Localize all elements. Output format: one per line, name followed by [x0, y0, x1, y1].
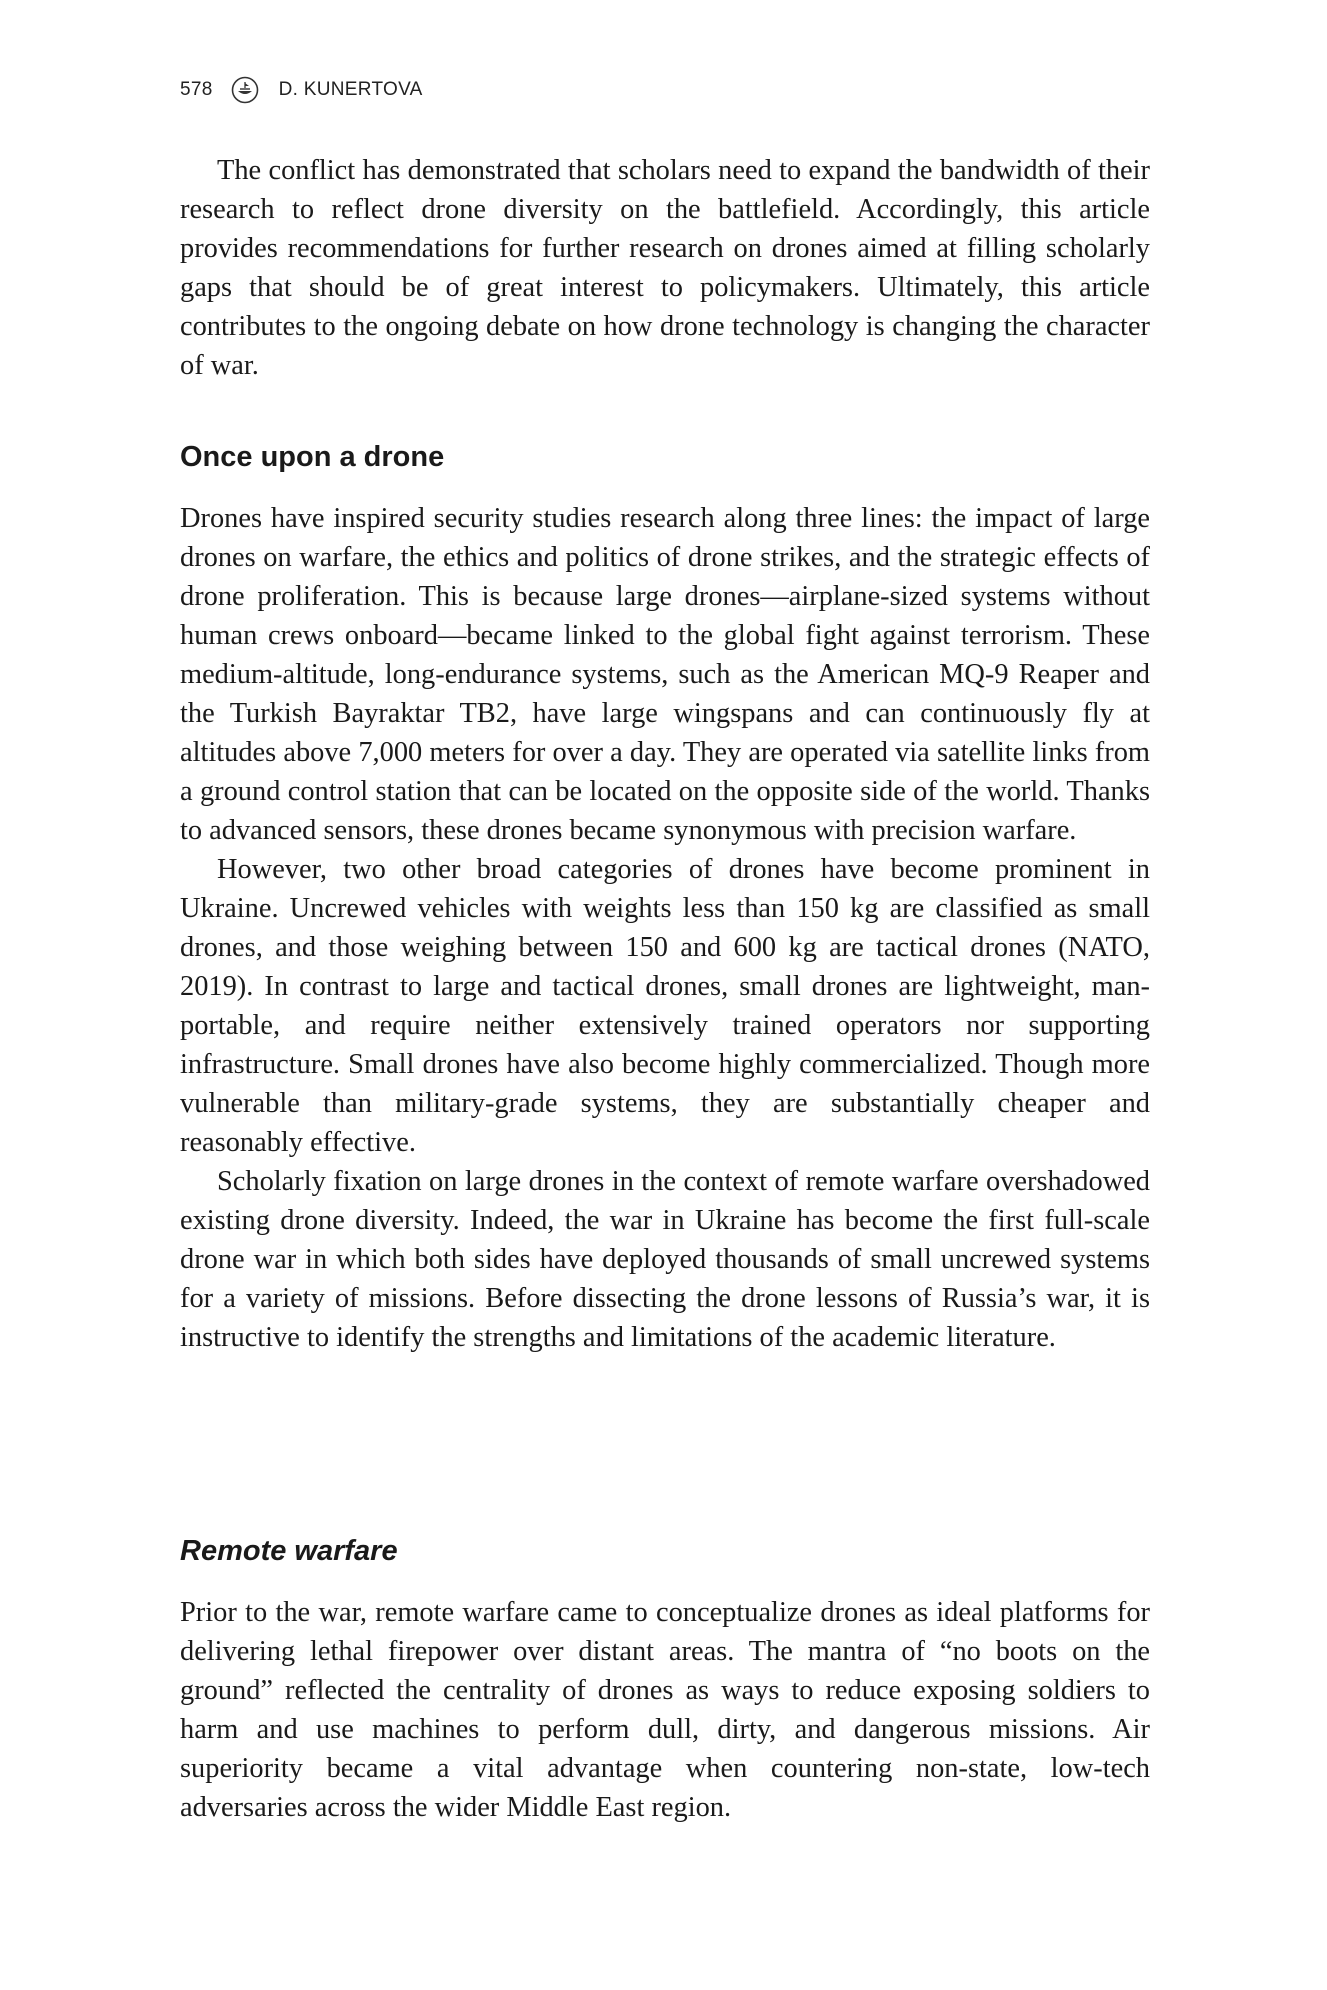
section2-block — [180, 1593, 1150, 1827]
section1-paragraph-1: Drones have inspired security studies research along three lines: the impact of large drones on warfare, the ethics and politics of drone strikes, and the strategic effects of drone proliferation. This is because large drones—airplane-sized systems without human crews onboard—became linked to the global fight against terrorism. These medium-altitude, long-endurance systems, such as the American MQ-9 Reaper and the Turkish Bayraktar TB2, have large wingspans and can continuously fly at altitudes above 7,000 meters for over a day. They are operated via satellite links from a ground control station that can be located on the opposite side of the world. Thanks to advanced sensors, these drones became synonymous with precision warfare. — [180, 503, 1150, 846]
intro-paragraph: The conflict has demonstrated that scholars need to expand the bandwidth of their research to reflect drone diversity on the battlefield. Accordingly, this article provides recommendations for further research on drones aimed at filling scholarly gaps that should be of great interest to policymakers. Ultimately, this article contributes to the ongoing debate on how drone technology is changing the character of war. — [180, 155, 1150, 381]
section1-block — [180, 499, 1150, 1357]
intro-block — [180, 151, 1150, 385]
section-heading-once-upon-a-drone: Once upon a drone — [180, 441, 445, 473]
section1-paragraph-2: However, two other broad categories of drones have become prominent in Ukraine. Uncrewed vehicles with weights less than 150 kg are classified as small drones, and those weighing between 150 and 600 kg are tactical drones (NATO, 2019). In contrast to large and tactical drones, small drones are lightweight, man-portable, and require neither extensively trained operators nor supporting infrastructure. Small drones have also become highly commercialized. Though more vulnerable than military-grade systems, they are substantially cheaper and reasonably effective. — [180, 854, 1150, 1158]
running-head-author: D. KUNERTOVA — [278, 79, 423, 100]
journal-logo-icon — [231, 76, 259, 104]
section2-paragraph-1: Prior to the war, remote warfare came to conceptualize drones as ideal platforms for delivering lethal firepower over distant areas. The mantra of “no boots on the ground” reflected the centrality of drones as ways to reduce exposing soldiers to harm and use machines to perform dull, dirty, and dangerous missions. Air superiority became a vital advantage when countering non-state, low-tech adversaries across the wider Middle East region. — [180, 1597, 1150, 1823]
page-number: 578 — [180, 79, 213, 100]
subsection-heading-remote-warfare: Remote warfare — [180, 1535, 398, 1567]
running-head — [180, 76, 423, 104]
section1-paragraph-3: Scholarly fixation on large drones in the context of remote warfare overshadowed existing drone diversity. Indeed, the war in Ukraine has become the first full-scale drone war in which both sides have deployed thousands of small uncrewed systems for a variety of missions. Before dissecting the drone lessons of Russia’s war, it is instructive to identify the strengths and limitations of the academic literature. — [180, 1166, 1150, 1353]
